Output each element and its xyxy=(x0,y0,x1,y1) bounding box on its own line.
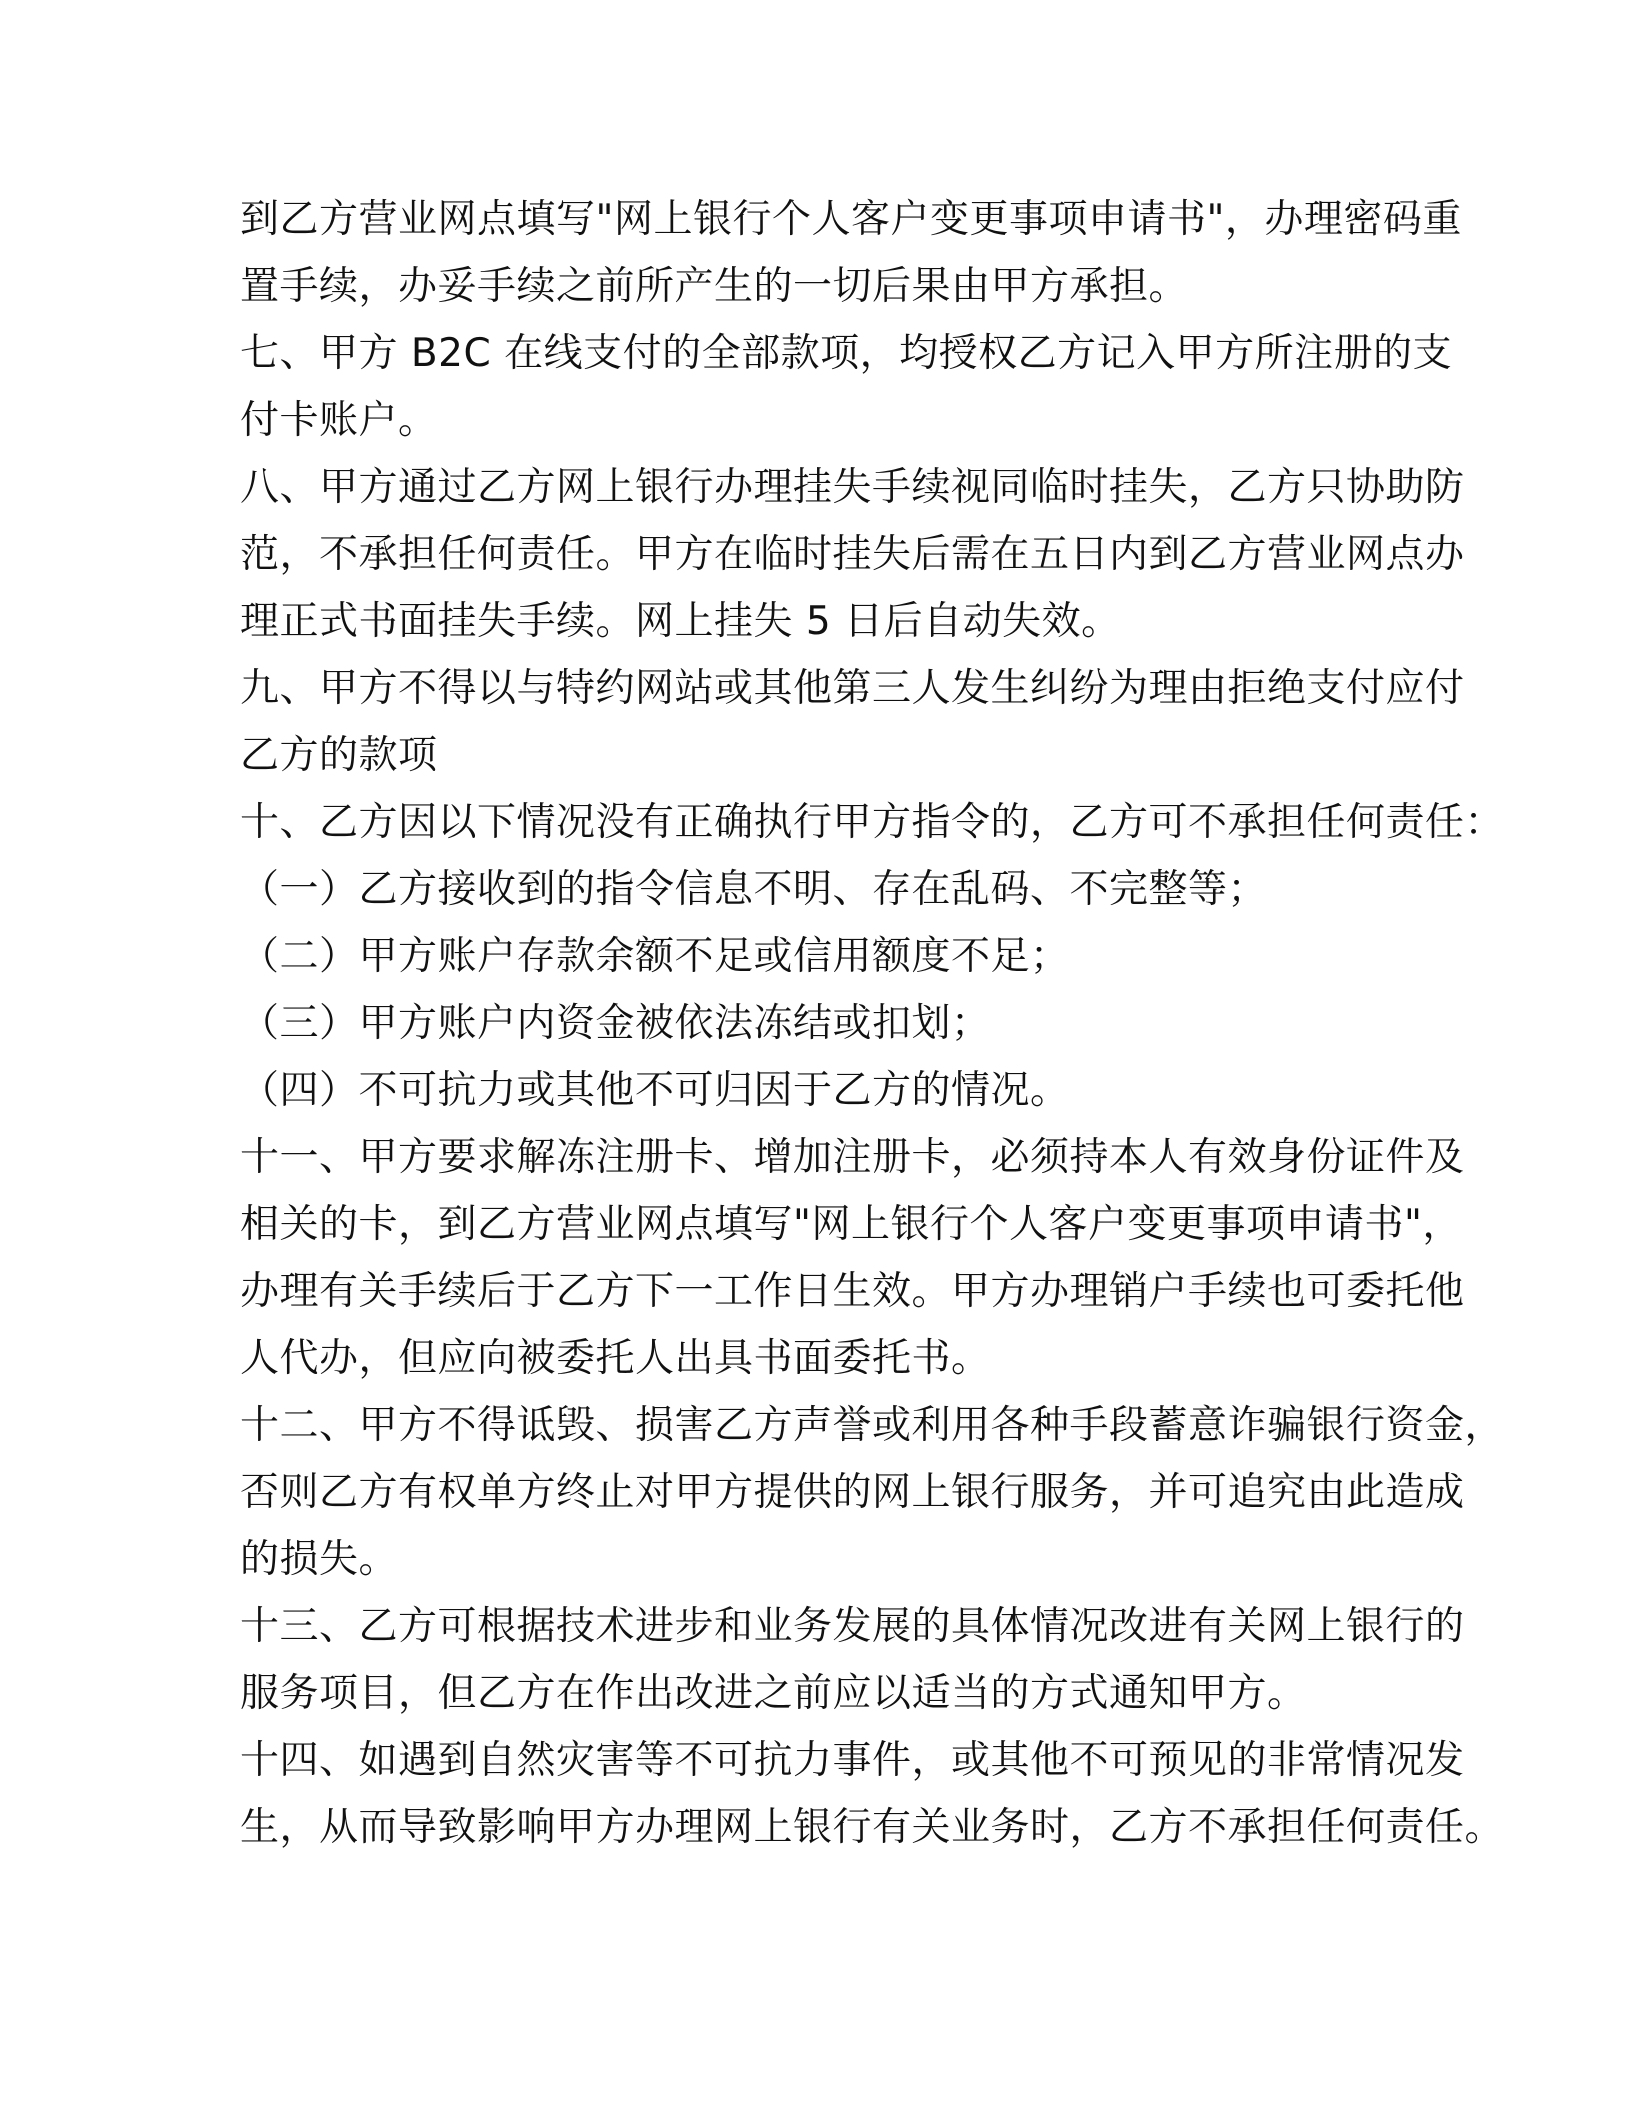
text-line: 的损失。 xyxy=(240,1537,399,1582)
clause-eleven: 十一、甲方要求解冻注册卡、增加注册卡，必须持本人有效身份证件及 xyxy=(240,1135,1465,1180)
clause-ten: 十、乙方因以下情况没有正确执行甲方指令的，乙方可不承担任何责任： xyxy=(240,800,1505,845)
document-body xyxy=(240,186,1505,1861)
text-line: 置手续，办妥手续之前所产生的一切后果由甲方承担。 xyxy=(240,264,1189,309)
clause-eight: 八、甲方通过乙方网上银行办理挂失手续视同临时挂失，乙方只协助防 xyxy=(240,465,1465,510)
clause-seven: 七、甲方 B2C 在线支付的全部款项，均授权乙方记入甲方所注册的支 xyxy=(240,331,1453,376)
sub-item-4: （四）不可抗力或其他不可归因于乙方的情况。 xyxy=(240,1068,1070,1113)
clause-twelve: 十二、甲方不得诋毁、损害乙方声誉或利用各种手段蓄意诈骗银行资金， xyxy=(240,1403,1505,1448)
text-line: 到乙方营业网点填写"网上银行个人客户变更事项申请书"，办理密码重 xyxy=(240,197,1462,242)
text-line: 理正式书面挂失手续。网上挂失 5 日后自动失效。 xyxy=(240,599,1121,644)
text-line: 乙方的款项 xyxy=(240,733,438,778)
sub-item-2: （二）甲方账户存款余额不足或信用额度不足； xyxy=(240,934,1070,979)
sub-item-3: （三）甲方账户内资金被依法冻结或扣划； xyxy=(240,1001,991,1046)
text-line: 生，从而导致影响甲方办理网上银行有关业务时，乙方不承担任何责任。 xyxy=(240,1805,1505,1850)
sub-item-1: （一）乙方接收到的指令信息不明、存在乱码、不完整等； xyxy=(240,867,1268,912)
text-line: 范，不承担任何责任。甲方在临时挂失后需在五日内到乙方营业网点办 xyxy=(240,532,1465,577)
text-line: 服务项目，但乙方在作出改进之前应以适当的方式通知甲方。 xyxy=(240,1671,1307,1716)
text-line: 付卡账户。 xyxy=(240,398,438,443)
clause-fourteen: 十四、如遇到自然灾害等不可抗力事件，或其他不可预见的非常情况发 xyxy=(240,1738,1465,1783)
clause-thirteen: 十三、乙方可根据技术进步和业务发展的具体情况改进有关网上银行的 xyxy=(240,1604,1465,1649)
text-line: 办理有关手续后于乙方下一工作日生效。甲方办理销户手续也可委托他 xyxy=(240,1269,1465,1314)
clause-nine: 九、甲方不得以与特约网站或其他第三人发生纠纷为理由拒绝支付应付 xyxy=(240,666,1465,711)
text-line: 相关的卡，到乙方营业网点填写"网上银行个人客户变更事项申请书"， xyxy=(240,1202,1462,1247)
text-line: 人代办，但应向被委托人出具书面委托书。 xyxy=(240,1336,991,1381)
text-line: 否则乙方有权单方终止对甲方提供的网上银行服务，并可追究由此造成 xyxy=(240,1470,1465,1515)
